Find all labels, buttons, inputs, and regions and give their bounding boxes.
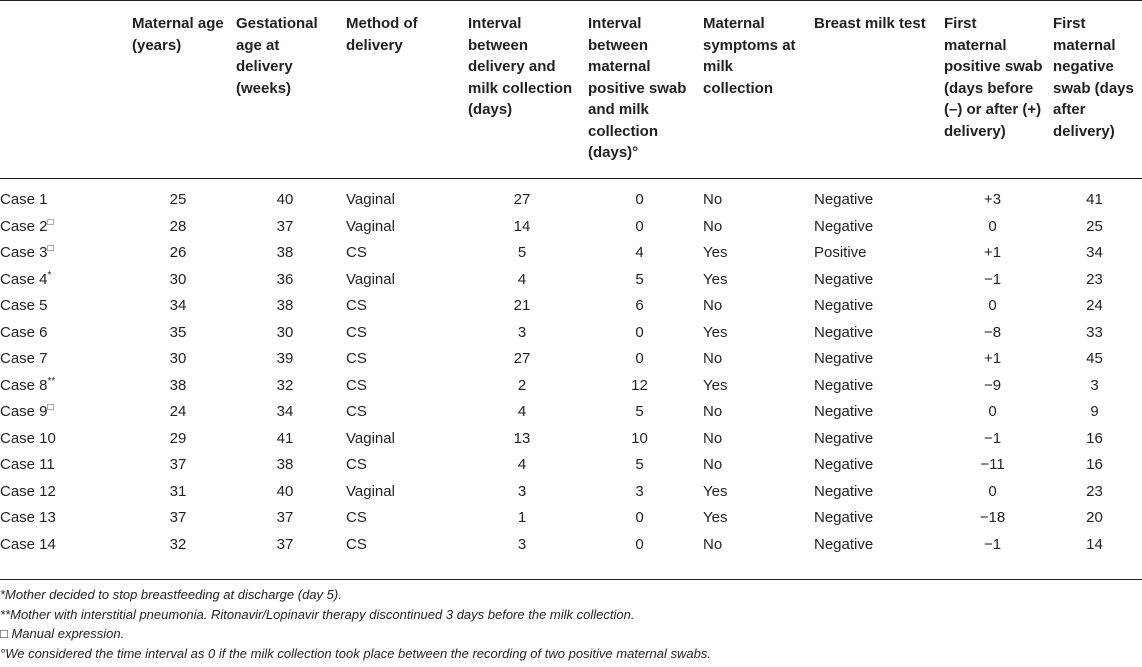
cell-milk-test: Negative [814,403,874,420]
header-maternal-age: Maternal age (years) [126,1,230,179]
cell-case [0,399,126,426]
cell-first-negative: 25 [1086,217,1103,235]
case-label: Case 14 [0,535,56,553]
footnote-single-star: *Mother decided to stop breastfeeding at discharge (day 5). [0,587,342,602]
cell-maternal-age: 35 [169,323,187,341]
cell-milk-test: Negative [814,297,874,314]
cell-gestational-age: 34 [276,403,294,420]
case-label: Case 10 [0,429,56,447]
cell-first-negative: 20 [1086,509,1103,526]
cell-first-negative: 24 [1086,297,1103,314]
header-gestational-age: Gestational age at delivery (weeks) [230,1,340,179]
header-first-negative: First maternal negative swab (days after delivery) [1047,1,1142,179]
cell-case [0,452,126,479]
cell-first-negative: 41 [1086,191,1103,208]
cell-first-positive: −1 [983,429,1002,447]
case-label: Case 8 [0,376,48,394]
cell-interval-delivery: 4 [517,270,527,288]
cell-first-negative: 3 [1090,376,1099,394]
cell-case [0,479,126,506]
header-first-positive: First maternal positive swab (days before (–) or after (+) delivery) [938,1,1047,179]
cell-first-positive: −11 [980,456,1005,473]
header-interval-swab: Interval between maternal positive swab and milk collection (days)° [582,1,697,179]
cell-interval-swab: 5 [635,403,644,420]
cell-case [0,346,126,373]
cell-first-positive: −1 [983,270,1002,288]
case-label: Case 6 [0,323,48,341]
cell-symptoms: Yes [703,376,728,394]
cell-maternal-age: 31 [169,482,187,500]
case-label: Case 13 [0,509,56,526]
cell-first-negative: 45 [1086,350,1103,367]
cell-maternal-age: 34 [169,297,187,314]
table-row [0,293,1142,320]
cell-interval-delivery: 4 [517,456,527,473]
cell-interval-delivery: 3 [517,323,527,341]
footnote-degree: °We considered the time interval as 0 if the milk collection took place between the recording of two positive maternal swabs. [0,645,711,661]
cell-case [0,267,126,294]
cell-method: Vaginal [346,429,395,447]
cell-method: CS [346,297,367,314]
cell-gestational-age: 37 [276,217,294,235]
header-case [0,1,126,179]
cell-symptoms: No [703,191,723,208]
footnote-square [0,624,1142,644]
cell-first-negative: 23 [1086,482,1103,500]
cell-symptoms: No [703,429,723,447]
header-milk-test: Breast milk test [808,1,938,179]
cell-maternal-age: 37 [169,456,187,473]
cell-method: Vaginal [346,217,395,235]
cell-maternal-age: 37 [169,509,187,526]
cell-gestational-age: 37 [276,509,294,526]
cell-first-negative: 9 [1090,403,1099,420]
cell-interval-swab: 5 [635,270,644,288]
cell-method: CS [346,403,367,420]
table-bottom-rule [0,579,1142,580]
cell-method: CS [346,535,367,553]
case-footnote-mark: □ [47,216,54,228]
header-symptoms: Maternal symptoms at milk collection [697,1,808,179]
cell-milk-test: Negative [814,482,874,500]
cell-interval-swab: 4 [635,244,644,261]
cell-milk-test: Negative [814,217,874,235]
cell-first-negative: 16 [1086,456,1103,473]
case-label: Case 2 [0,217,48,235]
cell-interval-delivery: 13 [513,429,531,447]
table-row [0,240,1142,267]
cell-case [0,320,126,347]
cell-method: Vaginal [346,482,395,500]
table-row [0,214,1142,241]
cell-symptoms: Yes [703,509,728,526]
cell-interval-swab: 5 [635,456,644,473]
cell-method: CS [346,376,367,394]
cell-interval-swab: 6 [635,297,644,314]
cell-first-negative: 23 [1086,270,1103,288]
cell-symptoms: No [703,217,723,235]
cell-symptoms: No [703,535,723,553]
cell-gestational-age: 38 [276,456,294,473]
case-footnote-mark: * [47,269,52,281]
case-label: Case 11 [0,456,55,473]
cell-gestational-age: 38 [276,244,294,261]
cell-method: Vaginal [346,191,395,208]
cell-interval-delivery: 21 [513,297,531,314]
cell-first-positive: +1 [983,350,1002,367]
cell-case [0,532,126,565]
cell-interval-swab: 10 [631,429,648,447]
cell-maternal-age: 30 [169,270,187,288]
cell-interval-delivery: 14 [513,217,531,235]
cell-interval-delivery: 1 [517,509,527,526]
cell-maternal-age: 30 [169,350,187,367]
cell-milk-test: Positive [814,244,867,261]
cell-interval-swab: 0 [635,323,644,341]
cell-maternal-age: 24 [169,403,187,420]
footnotes [0,585,1142,663]
cell-interval-swab: 0 [635,191,644,208]
case-label: Case 1 [0,191,48,208]
cell-first-negative: 14 [1086,535,1103,553]
cell-first-positive: −1 [983,535,1002,553]
cell-first-positive: −18 [979,509,1006,526]
table-row [0,399,1142,426]
cell-milk-test: Negative [814,323,874,341]
cell-interval-swab: 12 [631,376,648,394]
cell-gestational-age: 40 [276,191,294,208]
cell-first-positive: +1 [983,244,1002,261]
cell-maternal-age: 32 [169,535,187,553]
cell-gestational-age: 39 [276,350,294,367]
cell-symptoms: Yes [703,482,728,500]
cell-first-positive: 0 [988,403,997,420]
cell-case [0,240,126,267]
cell-milk-test: Negative [814,270,874,288]
table-row [0,426,1142,453]
cell-first-positive: 0 [988,217,997,235]
header-row [0,1,1142,179]
cell-first-negative: 16 [1086,429,1103,447]
cell-maternal-age: 29 [169,429,187,447]
case-label: Case 12 [0,482,56,500]
cell-interval-swab: 0 [635,217,644,235]
table-row [0,267,1142,294]
cell-method: CS [346,509,367,526]
footnote-double-star: **Mother with interstitial pneumonia. Ritonavir/Lopinavir therapy discontinued 3 days before the milk collection. [0,606,635,622]
cell-symptoms: Yes [703,270,728,288]
case-label: Case 9 [0,403,48,420]
case-label: Case 3 [0,244,48,261]
cell-method: Vaginal [346,270,395,288]
cell-maternal-age: 26 [169,244,187,261]
cell-interval-delivery: 3 [517,535,527,553]
cell-interval-swab: 0 [635,509,644,526]
cell-maternal-age: 25 [169,191,187,208]
table-row [0,532,1142,565]
cell-maternal-age: 28 [169,217,187,235]
cell-milk-test: Negative [814,456,874,473]
cell-symptoms: Yes [703,323,728,341]
table-row [0,179,1142,214]
cell-case [0,373,126,400]
case-label: Case 5 [0,297,48,314]
cell-gestational-age: 32 [276,376,294,394]
cell-milk-test: Negative [814,535,874,553]
square-symbol: □ [0,626,8,641]
cell-interval-swab: 0 [635,350,644,367]
case-footnote-mark: ** [47,375,56,387]
cell-first-positive: 0 [988,482,997,500]
cell-milk-test: Negative [814,350,874,367]
cell-case [0,505,126,532]
cell-interval-delivery: 4 [517,403,527,420]
case-footnote-mark: □ [47,243,54,254]
table-row [0,346,1142,373]
cell-interval-delivery: 5 [517,244,527,261]
cell-case [0,179,126,214]
cell-interval-delivery: 2 [517,376,527,394]
cell-interval-delivery: 3 [517,482,527,500]
cell-symptoms: No [703,350,723,367]
cell-symptoms: No [703,456,723,473]
cell-first-negative: 33 [1086,323,1103,341]
cell-symptoms: Yes [703,244,728,261]
cell-gestational-age: 30 [276,323,294,341]
cell-symptoms: No [703,403,723,420]
cell-interval-delivery: 27 [513,191,531,208]
table-row [0,452,1142,479]
cell-symptoms: No [703,297,723,314]
cell-milk-test: Negative [814,429,874,447]
table-row [0,479,1142,506]
cell-gestational-age: 38 [276,297,294,314]
cell-case [0,214,126,241]
case-label: Case 7 [0,350,48,367]
cell-first-negative: 34 [1086,244,1103,261]
cell-gestational-age: 41 [276,429,294,447]
cell-milk-test: Negative [814,191,874,208]
header-interval-delivery: Interval between delivery and milk collection (days) [462,1,582,179]
table-row [0,505,1142,532]
cell-method: CS [346,323,367,341]
case-footnote-mark: □ [47,402,54,413]
cell-gestational-age: 40 [276,482,294,500]
cell-interval-swab: 3 [635,482,644,500]
cell-first-positive: +3 [983,191,1002,208]
cell-milk-test: Negative [814,376,874,394]
cell-method: CS [346,244,367,261]
cell-method: CS [346,350,367,367]
cell-maternal-age: 38 [169,376,187,394]
cell-first-positive: 0 [988,297,997,314]
cell-method: CS [346,456,367,473]
cell-first-positive: −8 [983,323,1002,341]
cell-case [0,426,126,453]
cell-gestational-age: 37 [276,535,294,553]
table-row [0,373,1142,400]
cell-interval-swab: 0 [635,535,644,553]
cell-case [0,293,126,320]
header-method: Method of delivery [340,1,462,179]
footnote-square-text: Manual expression. [7,626,125,641]
table-row [0,320,1142,347]
cell-gestational-age: 36 [276,270,294,288]
cell-first-positive: −9 [983,376,1002,394]
cell-interval-delivery: 27 [513,350,531,367]
case-label: Case 4 [0,270,48,288]
cell-milk-test: Negative [814,509,874,526]
